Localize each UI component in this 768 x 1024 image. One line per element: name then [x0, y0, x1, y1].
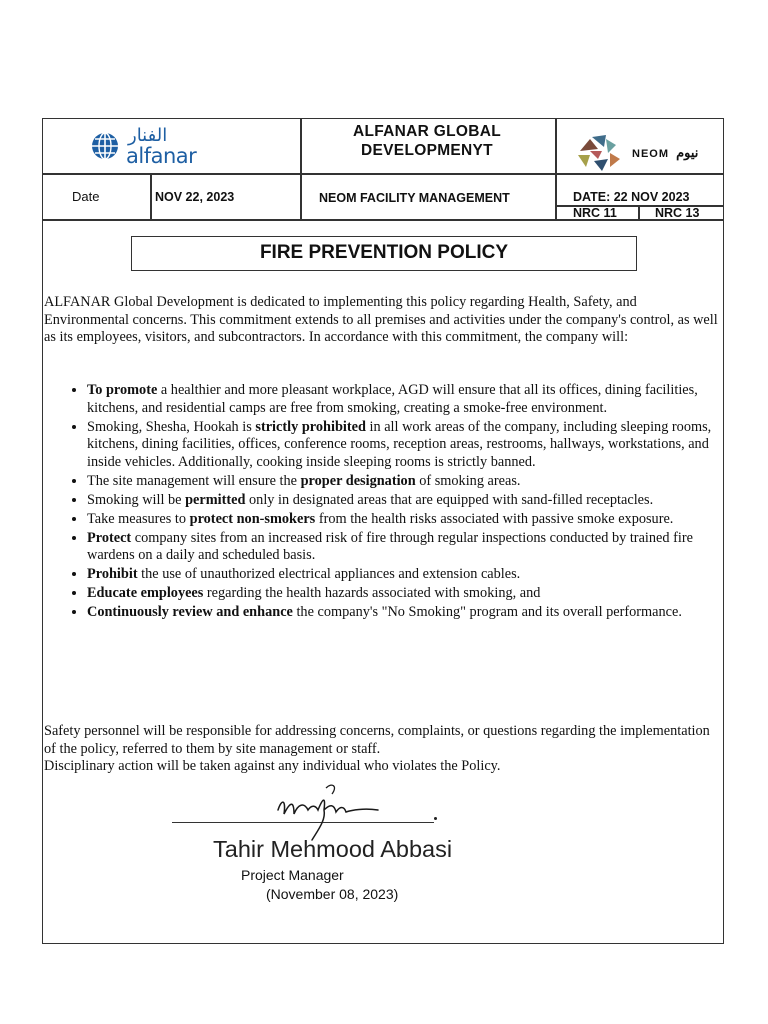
header-bottom-border [42, 219, 724, 221]
nrc-left: NRC 11 [573, 206, 617, 220]
logo-english: alfanar [126, 144, 197, 168]
alfanar-logo [86, 125, 206, 170]
date-value: NOV 22, 2023 [155, 190, 235, 204]
company-line-2: DEVELOPMENYT [361, 142, 493, 159]
signatory-date: (November 08, 2023) [266, 886, 399, 902]
signatory-role: Project Manager [241, 867, 344, 883]
signatory-name: Tahir Mehmood Abbasi [213, 836, 453, 862]
nrc-right: NRC 13 [655, 206, 700, 220]
neom-logo [570, 133, 720, 173]
list-item: • Prohibit the use of unauthorized electrical appliances and extension cables. [87, 566, 724, 584]
list-item: • Smoking, Shesha, Hookah is strictly prohibited in all work areas of the company, including sleeping rooms, kitchens, dining facilities, offices, conference rooms, reception areas, restrooms, hallways, workstations, and inside vehicles. Additionally, cooking inside sleeping rooms is strictly banned. [87, 419, 724, 472]
closing-paragraph [44, 723, 720, 776]
list-item: • To promote a healthier and more pleasant workplace, AGD will ensure that all its offices, dining facilities, kitchens, and residential camps are free from smoking, creating a smoke-free environment. [87, 382, 724, 417]
neom-emblem-icon [570, 133, 628, 173]
document-date: DATE: 22 NOV 2023 [573, 190, 690, 204]
company-name [302, 122, 552, 160]
header-divider [638, 205, 640, 220]
globe-icon [91, 132, 119, 160]
company-line-1: ALFANAR GLOBAL [353, 123, 501, 140]
intro-paragraph: ALFANAR Global Development is dedicated to implementing this policy regarding Health, Safety, and Environmental concerns. This commitment extends to all premises and activities under the company's control, as well as its employees, visitors, and subcontractors. In accordance with this commitment, the company will: [44, 294, 718, 345]
closing-disciplinary: Disciplinary action will be taken against any individual who violates the Policy. [44, 758, 501, 774]
policy-title: FIRE PREVENTION POLICY [131, 236, 637, 271]
date-label: Date [72, 189, 100, 204]
header-divider [42, 173, 724, 175]
logo-arabic: الفنار [128, 125, 168, 146]
neom-arabic: نيوم [676, 145, 699, 160]
neom-english: NEOM [632, 148, 669, 160]
list-item: • Continuously review and enhance the company's "No Smoking" program and its overall performance. [87, 604, 724, 622]
department-label: NEOM FACILITY MANAGEMENT [319, 191, 510, 205]
list-item: • Protect company sites from an increased risk of fire through regular inspections conducted by trained fire wardens on a daily and scheduled basis. [87, 530, 724, 565]
policy-bullet-list [44, 382, 724, 623]
header-divider [150, 173, 152, 220]
neom-text [632, 145, 698, 161]
signature-dot [434, 817, 437, 820]
list-item: • Smoking will be permitted only in designated areas that are equipped with sand-filled receptacles. [87, 492, 724, 510]
list-item: • Educate employees regarding the health hazards associated with smoking, and [87, 585, 724, 603]
list-item: • The site management will ensure the proper designation of smoking areas. [87, 473, 724, 491]
list-item: • Take measures to protect non-smokers from the health risks associated with passive smoke exposure. [87, 511, 724, 529]
closing-responsibility: Safety personnel will be responsible for addressing concerns, complaints, or questions regarding the implementation of the policy, referred to them by site management or staff. [44, 723, 710, 757]
